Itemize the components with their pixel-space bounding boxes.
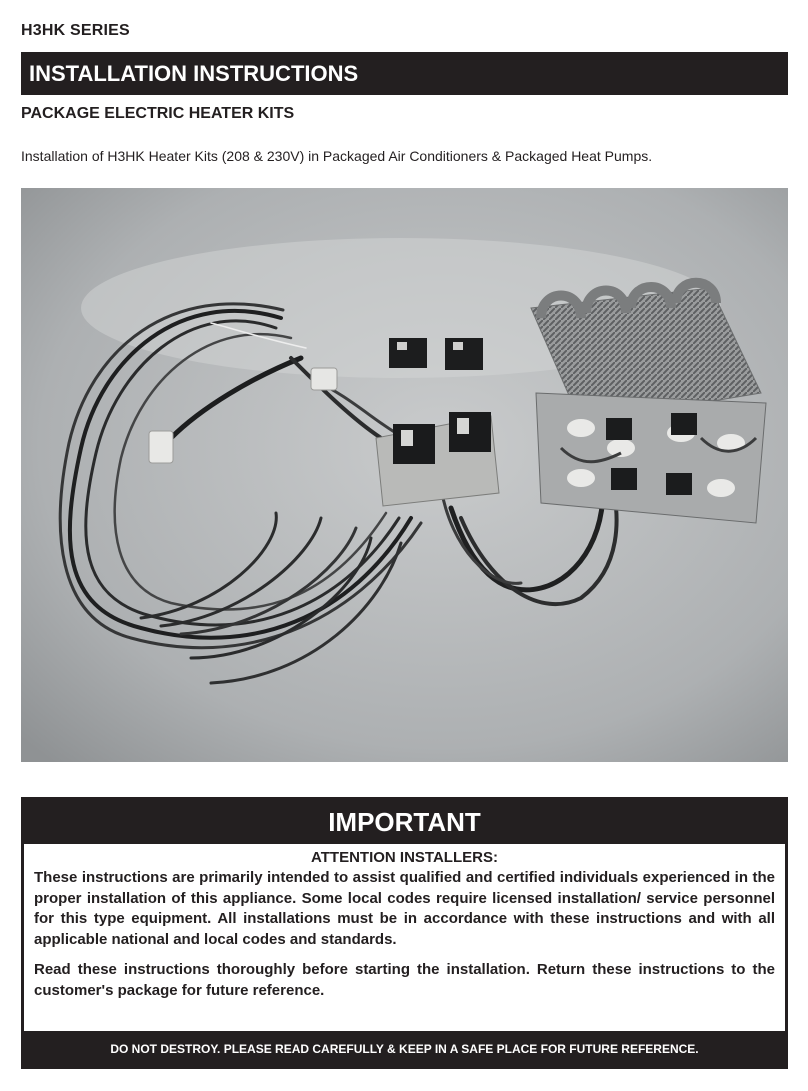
plug-connector bbox=[149, 431, 173, 463]
page-subtitle: PACKAGE ELECTRIC HEATER KITS bbox=[21, 105, 295, 122]
page-title: INSTALLATION INSTRUCTIONS bbox=[21, 52, 788, 95]
important-heading: IMPORTANT bbox=[328, 807, 481, 837]
intro-text: Installation of H3HK Heater Kits (208 & 230V) in Packaged Air Conditioners & Packaged Heat Pumps. bbox=[21, 148, 653, 164]
series-label: H3HK SERIES bbox=[21, 22, 130, 39]
attention-heading: ATTENTION INSTALLERS: bbox=[311, 849, 498, 866]
installer-paragraph: These instructions are primarily intended to assist qualified and certified individuals experienced in the proper installation of this appliance. Some local codes require licensed installation/ service personnel for this type equipment. All installations must be in accordance with these instructions and with all applicable national and local codes and standards. bbox=[34, 869, 775, 948]
read-instructions-paragraph: Read these instructions thoroughly before starting the installation. Return these instructions to the customer's package for future reference. bbox=[34, 961, 775, 999]
important-content bbox=[24, 844, 785, 1031]
do-not-destroy-footer: DO NOT DESTROY. PLEASE READ CAREFULLY & KEEP IN A SAFE PLACE FOR FUTURE REFERENCE. bbox=[110, 1042, 699, 1056]
important-notice bbox=[21, 797, 788, 1069]
heater-kit-photo bbox=[21, 188, 788, 762]
